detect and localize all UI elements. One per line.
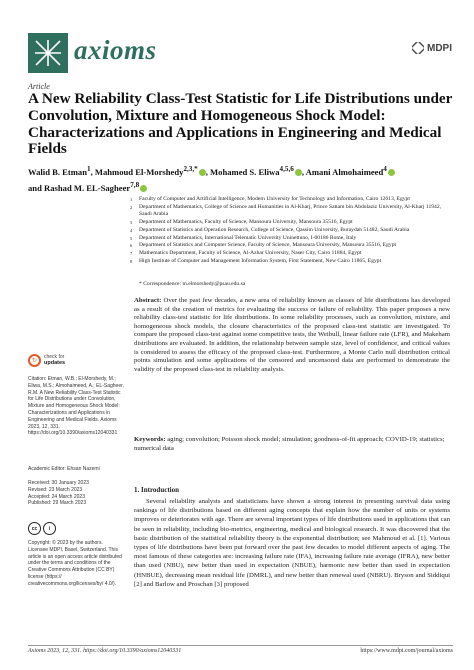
article-type: Article	[28, 82, 50, 91]
author-1[interactable]: Walid B. Etman	[28, 166, 87, 177]
affiliation-item: 1 Faculty of Computer and Artificial Intelligence, Modern University for Technology and Information, Cairo 12613, Egypt	[130, 196, 410, 202]
footer-divider	[28, 645, 453, 646]
affiliation-item: 3 Department of Mathematics, Faculty of Science, Mansoura University, Mansoura 35516, Egypt	[130, 219, 353, 226]
cc-license-badge[interactable]	[28, 522, 56, 535]
author-4[interactable]: Amani Almohaimeed	[305, 166, 384, 177]
affiliation-item: 5 Department of Mathematics, International Telematic University Uninettuno, I-00186 Rome, Italy	[130, 234, 357, 241]
author-4-sup: 4	[383, 165, 387, 173]
author-5[interactable]: Rashad M. EL-Sagheer	[44, 182, 131, 193]
footer-citation[interactable]: Axioms 2023, 12, 331. https://doi.org/10.3390/axioms12040331	[28, 648, 182, 654]
cc-icon: cc	[28, 522, 41, 535]
check-for-updates-badge[interactable]: ↻ check for updates	[28, 354, 65, 367]
orcid-icon[interactable]	[295, 169, 302, 176]
author-3-sup: 4,5,6	[279, 165, 294, 173]
by-icon: i	[43, 522, 56, 535]
keywords	[134, 436, 450, 453]
author-2-sup: 2,3,*	[183, 165, 198, 173]
affiliation-item: 8 High Institute of Computer and Management Information System, First Statement, New Cairo 11865, Egypt	[130, 257, 382, 264]
author-5-sup: 7,8	[130, 180, 140, 189]
affiliation-item: 7 Mathematics Department, Faculty of Science, Al-Azhar University, Naser City, Cairo 11884, Egypt	[130, 249, 362, 256]
orcid-icon[interactable]	[199, 169, 206, 176]
author-3[interactable]: Mohamed S. Eliwa	[210, 166, 280, 177]
affiliations	[130, 196, 450, 265]
dates: Received: 30 January 2023 Revised: 23 March 2023 Accepted: 24 March 2023 Published: 29 March 2023	[28, 480, 89, 507]
publisher-name: MDPI	[427, 42, 452, 54]
orcid-icon[interactable]	[140, 185, 147, 192]
author-2[interactable]: Mahmoud El-Morshedy	[94, 166, 184, 177]
journal-name: axioms	[74, 35, 157, 65]
section-title: 1. Introduction	[134, 486, 179, 494]
footer-journal-link[interactable]: https://www.mdpi.com/journal/axioms	[360, 648, 453, 654]
affiliation-item: 6 Department of Statistics and Computer Science, Faculty of Science, Mansoura University, Mansoura 35516, Egypt	[130, 242, 397, 249]
author-list: Walid B. Etman$^1$, Mahmoud El-Morshedy$^{2,3,*}$ , Mohamed S. Eliwa$^{4,5,6}$ , Amani Almohaimeed$^4$ and Rashad M. EL-Sagheer$^{7,8}$	[28, 163, 458, 195]
journal-logo-icon	[28, 33, 68, 73]
keywords-text: aging; convolution; Poisson shock model; simulation; goodness-of-fit approach; COVID-19; statistics; numerical data	[134, 436, 445, 452]
footer	[28, 648, 453, 654]
abstract	[134, 297, 450, 374]
affiliation-item: 2 Department of Mathematics, College of Science and Humanities in Al-Kharj, Prince Sattam bin Abdulaziz University, Al-Kharj 11942, Saudi Arabia	[130, 203, 442, 218]
copyright: Copyright: © 2023 by the authors. Licensee MDPI, Basel, Switzerland. This article is an open access article distributed under the terms and conditions of the Creative Commons Attribution (CC BY) license (https:// creativecommons.org/licenses/by/ 4.0/).	[28, 540, 122, 587]
mdpi-icon	[412, 42, 424, 54]
article-title: A New Reliability Class-Test Statistic for Life Distributions under Convolution, Mixture and Homogeneous Shock Model: Characterizations and Applications in Engineering and Medical Fields	[28, 90, 453, 158]
correspondence[interactable]: * Correspondence: m.elmorshedy@psau.edu.sa	[139, 281, 246, 287]
updates-icon: ↻	[28, 354, 41, 367]
orcid-icon[interactable]	[388, 169, 395, 176]
abstract-text: Over the past few decades, a new area of reliability known as classes of life distributions has developed as a result of the creation of metrics for evaluating the success or failure of reliability. This paper proposes a new reliability class-test statistic for life distributions. In some reliability processes, such as convolution, mixture, and homogeneous shock models, the closure characteristics of the proposed class-test statistic are investigated. To compare the proposed class-test against some competitive tests, the Weibull, linear failure rate (LFR), and Makeham distributions are evaluated. In addition, the relationship between sample size, level of confidence, and critical values is considered to assess the efficacy of the proposed class-test. Furthermore, a Monte Carlo null distribution critical points simulation and some applications of the censored and uncensored data are performed to demonstrate the validity of the proposed class-test in reliability analysis.	[134, 297, 450, 373]
keywords-label: Keywords:	[134, 436, 166, 443]
academic-editor: Academic Editor: Ehsan Nazemi	[28, 466, 100, 472]
publisher-logo	[412, 42, 452, 54]
intro-paragraph: Several reliability analysts and statisticians have shown a strong interest in presenting survival data using rankings of life distributions based on different aging concepts that explain how the number of units or systems improves or deteriorates with age. There are several important types of life distributions used in applications that can be seen in reliability, including bio-metrics, engineering, medical and biological research. It was discovered that the basic distribution of the statistical reliability theory is the exponential distribution; see Mahmoud et al. [1]. Various types of life distributions have been put forward over the past few decades to model different aspects of aging. The most famous of these categories are: increasing failure rate (IFA), increasing failure rate average (IFRA), new better than used (NBU), new better than used in expectation (NBUE), harmonic new better than used in expectation (HNBUE), decreasing mean residual life (DMRL), and new better than renewal used (NBRU). Bryson and Siddiqui [2] and Barlow and Proschan [3] proposed	[134, 498, 450, 588]
abstract-label: Abstract:	[134, 297, 162, 304]
author-1-sup: 1	[86, 165, 91, 173]
affiliation-item: 4 Department of Statistics and Operation Research, College of Science, Qassim University, Buraydah 51482, Saudi Arabia	[130, 226, 410, 233]
citation: Citation: Etman, W.B.; El-Morshedy, M.; Eliwa, M.S.; Almohaimeed, A.; EL-Sagheer, R.M. A New Reliability Class-Test Statistic for Life Distributions under Convolution, Mixture and Homogeneous Shock Model: Characterizations and Applications in Engineering and Medical Fields. Axioms 2023, 12, 331. https://doi.org/10.3390/axioms12040331	[28, 376, 124, 437]
